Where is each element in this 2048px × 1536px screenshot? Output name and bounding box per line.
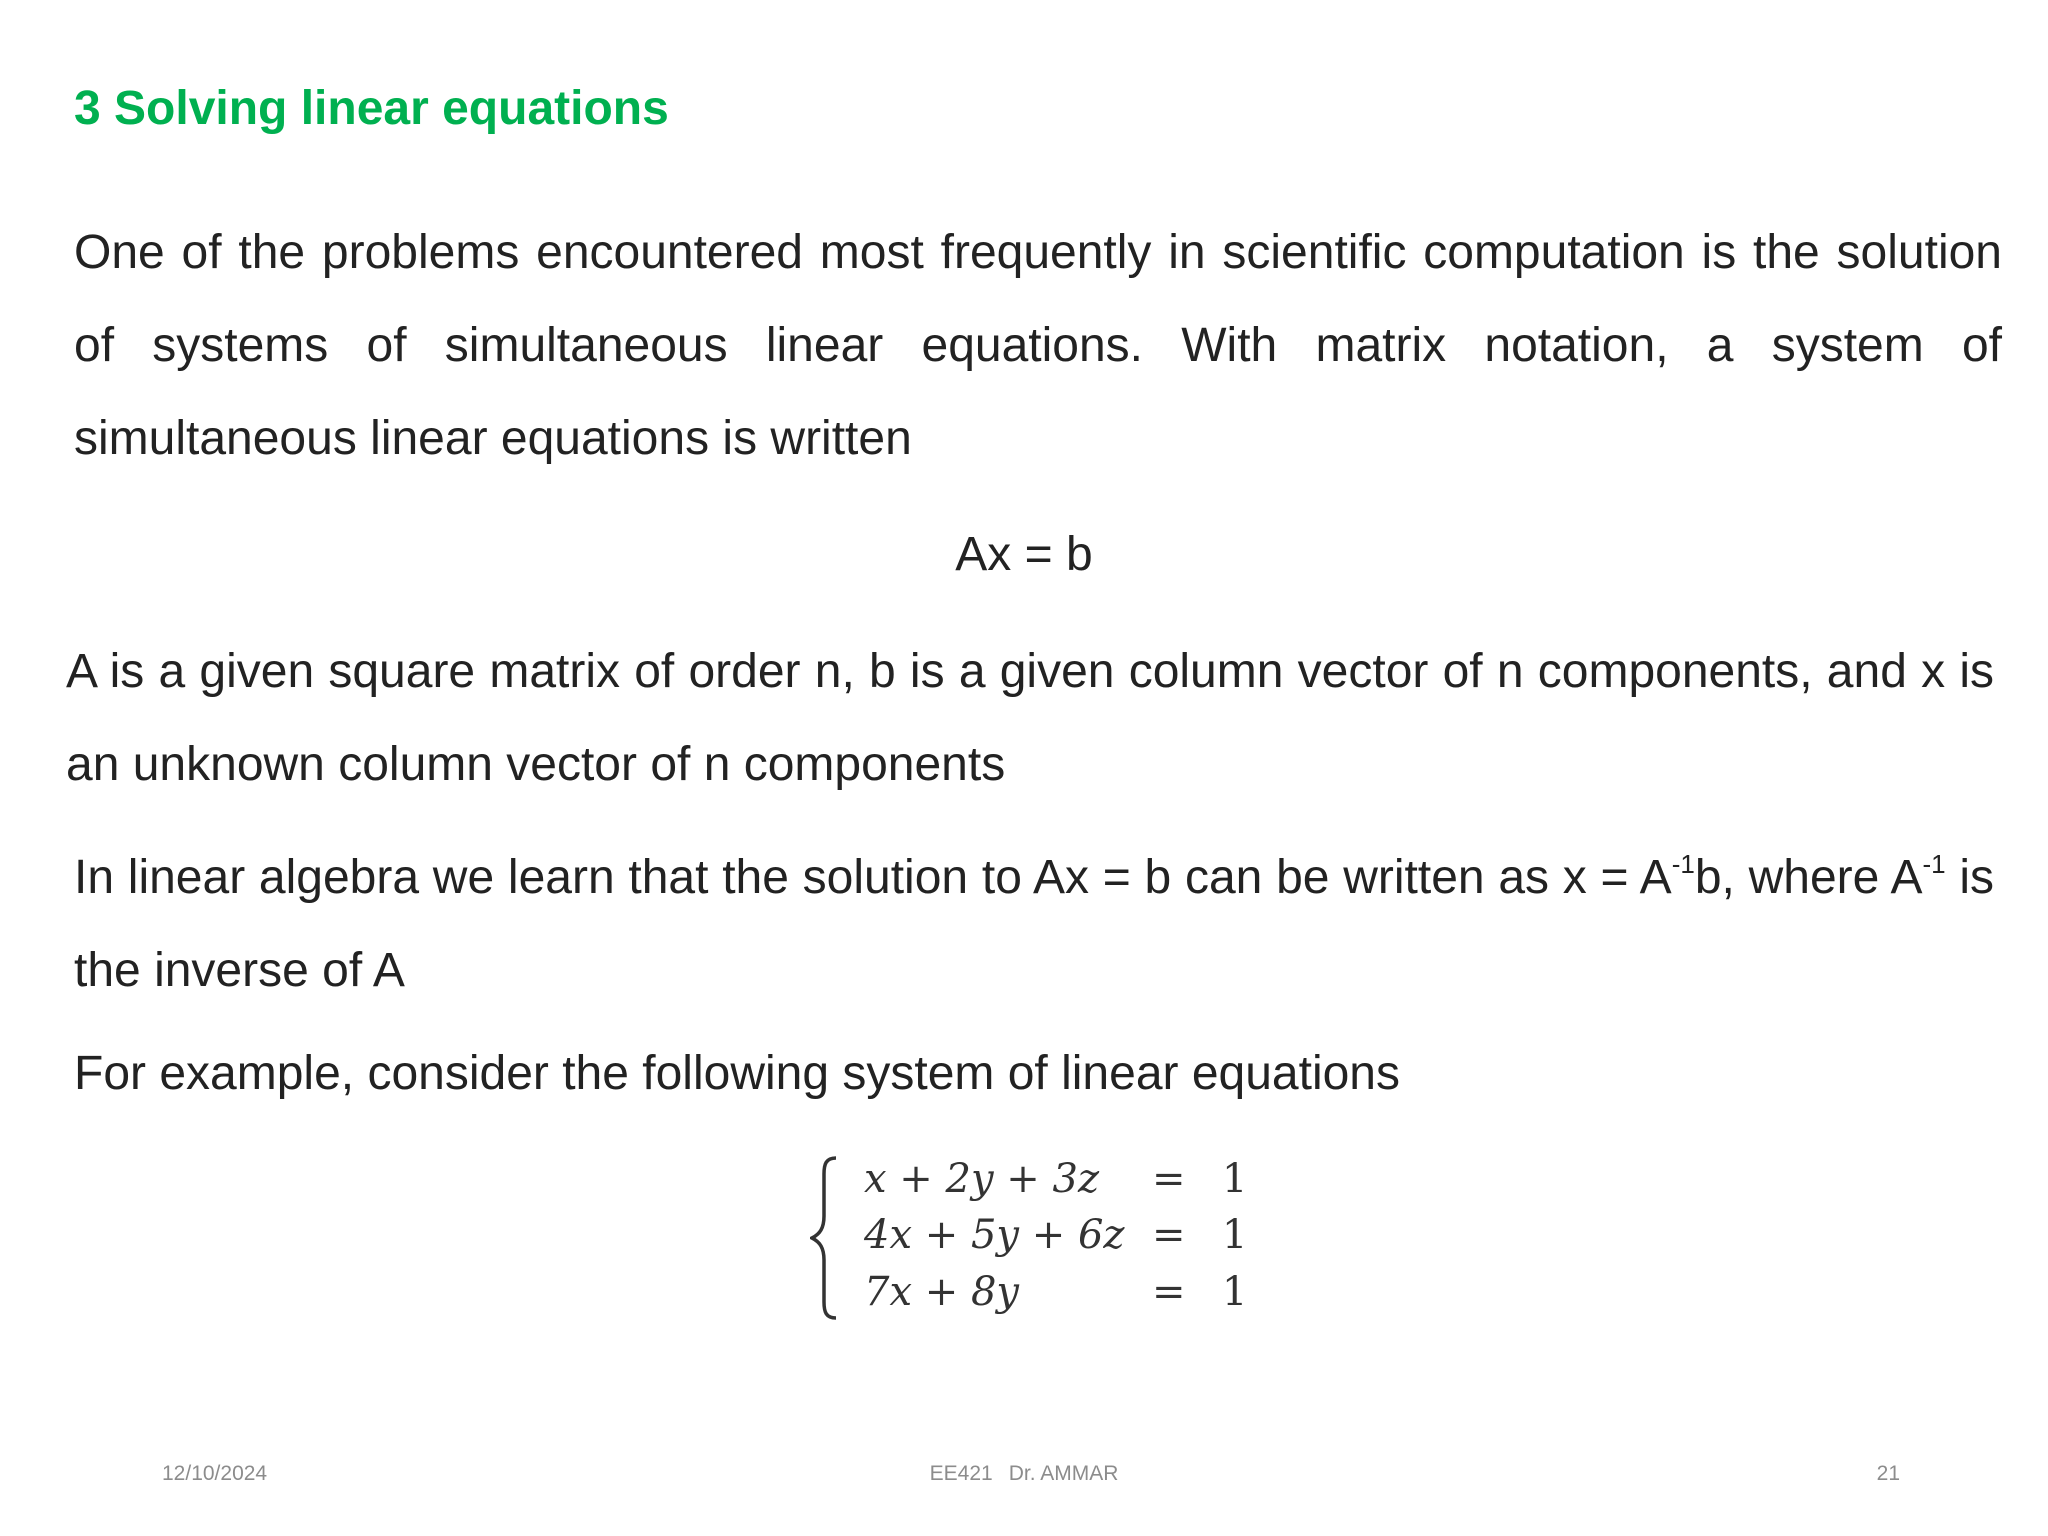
intro-paragraph: One of the problems encountered most frequently in scientific computation is the solution of systems of simultaneous linear equations. With matrix notation, a system of simultaneous linear equations is written <box>74 226 2002 465</box>
definition-paragraph: A is a given square matrix of order n, b is a given column vector of n components, and x is an unknown column vector of n components <box>66 645 1994 791</box>
slide-title: 3 Solving linear equations <box>74 82 669 135</box>
inverse-text-part1: In linear algebra we learn that the solution to Ax = b can be written as x = A <box>74 851 1672 904</box>
equation-1-rhs: 1 <box>1222 1156 1248 1202</box>
footer-author: Dr. AMMAR <box>1008 1462 1119 1485</box>
left-brace <box>812 1158 836 1318</box>
footer-date: 12/10/2024 <box>162 1462 268 1485</box>
inverse-superscript-2: -1 <box>1922 849 1946 879</box>
inverse-text-part3: is the inverse of A <box>74 851 1995 997</box>
equation-3-eq: = <box>1152 1269 1186 1315</box>
equation-2-lhs: 4x + 5y + 6z <box>864 1212 1125 1258</box>
equation-3-lhs: 7x + 8y <box>864 1269 1019 1315</box>
equation-system-graphic <box>810 1150 1260 1330</box>
footer-course-author <box>0 1462 2048 1486</box>
inverse-text-part2: b, where A <box>1694 851 1923 904</box>
example-paragraph: For example, consider the following system of linear equations <box>74 1047 1400 1100</box>
equation-system <box>810 1150 1260 1330</box>
main-formula: Ax = b <box>955 528 1093 581</box>
equation-3-rhs: 1 <box>1222 1269 1248 1315</box>
inverse-superscript-1: -1 <box>1671 849 1695 879</box>
equation-2-rhs: 1 <box>1222 1212 1248 1258</box>
equation-2-eq: = <box>1152 1212 1186 1258</box>
footer-course: EE421 <box>929 1462 993 1485</box>
equation-1-lhs: x + 2y + 3z <box>864 1156 1100 1202</box>
equation-1-eq: = <box>1152 1156 1186 1202</box>
footer-page-number: 21 <box>1876 1462 1900 1485</box>
inverse-paragraph <box>74 831 1994 1017</box>
